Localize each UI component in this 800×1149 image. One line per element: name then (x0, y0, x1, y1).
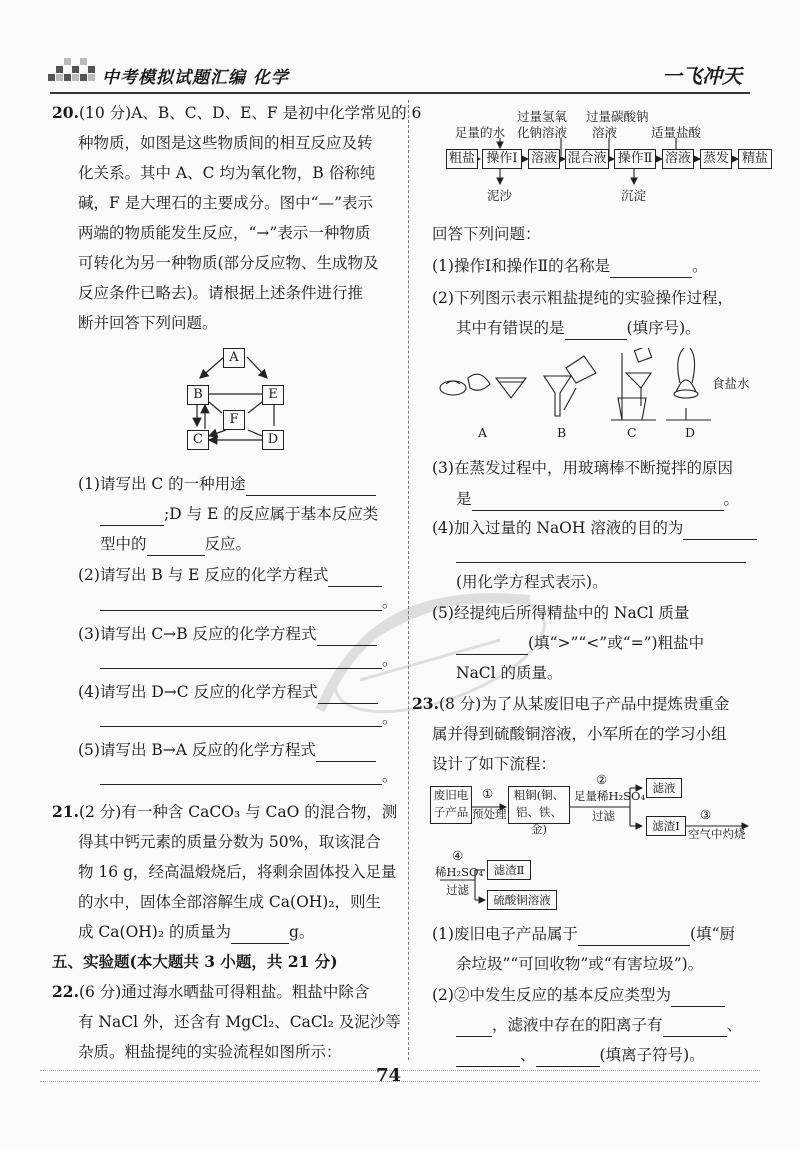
q20-p1-text-2: ;D 与 E 的反应属于基本反应类 (164, 505, 379, 523)
q22-p4-answer-line[interactable] (456, 562, 746, 563)
header-title: 中考模拟试题汇编 化学 (102, 68, 289, 88)
q20-p3-blank[interactable] (317, 627, 377, 646)
flow-label-water: 足量的水 (455, 125, 506, 140)
q23-p2-sep-1: 、 (726, 1016, 743, 1034)
img-label-a: A (478, 425, 488, 440)
flow-label-na2co3-1: 过量碳酸钠 (586, 109, 649, 124)
q23-text-3: 设计了如下流程： (432, 755, 557, 773)
q22-p2-blank[interactable] (565, 321, 627, 340)
flow-box-crude-salt: 粗盐 (446, 149, 478, 169)
q21-text-4: 的水中，固体全部溶解生成 Ca(OH)₂，则生 (78, 893, 382, 911)
q22-line-1 (52, 980, 369, 1004)
q20-stem-7: 反应条件已略去)。请根据上述条件进行推 (78, 284, 364, 302)
q20-p2-end: 。 (382, 593, 398, 611)
q22-p5 (456, 631, 704, 655)
step2-filter: 过滤 (592, 809, 615, 823)
q20-stem-3: 化关系。其中 A、C 均为氧化物，B 俗称纯 (78, 164, 376, 182)
q20-p1-text: (1)请写出 C 的一种用途 (78, 475, 246, 493)
step3-burn: 空气中灼烧 (688, 827, 746, 841)
q21-line-5 (78, 920, 314, 944)
flow-label-na2co3-2: 溶液 (592, 125, 618, 140)
q20-p1-line3 (100, 532, 251, 556)
q22-p3a: (3)在蒸发过程中，用玻璃棒不断搅拌的原因 (432, 459, 733, 477)
q22-p4-blank[interactable] (683, 521, 757, 540)
q23-p2-line3 (456, 1043, 705, 1067)
q20-p2-text: (2)请写出 B 与 E 反应的化学方程式 (78, 566, 329, 584)
q20-number: 20. (52, 103, 79, 122)
q22-p1-blank[interactable] (610, 259, 692, 278)
img-label-c: C (627, 425, 637, 440)
q22-p5-blank[interactable] (456, 636, 528, 655)
flow-box-solution-2: 溶液 (662, 149, 694, 169)
q20-p2 (78, 563, 382, 587)
q22-p2-text: 其中有错误的是 (456, 319, 565, 337)
q21-text-1: (2 分)有一种含 CaCO₃ 与 CaO 的混合物，测 (78, 803, 398, 821)
q22-p1-text: (1)操作Ⅰ和操作Ⅱ的名称是 (432, 257, 611, 275)
flow-box-residue-1: 滤渣Ⅰ (646, 816, 686, 836)
q20-p3-end: 。 (382, 651, 398, 669)
q22-p5a: (5)经提纯后所得精盐中的 NaCl 质量 (432, 604, 690, 622)
q23-p2-blank-type[interactable] (671, 988, 725, 1007)
header-logo-grid-icon (48, 58, 98, 88)
q20-p1 (78, 472, 376, 496)
q22-p4-text: (4)加入过量的 NaOH 溶液的目的为 (432, 519, 684, 537)
q20-p3-text: (3)请写出 C→B 反应的化学方程式 (78, 625, 317, 643)
q23-number: 23. (412, 694, 439, 713)
q22-p3 (456, 487, 739, 511)
q22-text-3: 杂质。粗盐提纯的实验流程如图所示： (78, 1043, 342, 1061)
step4-filter: 过滤 (446, 883, 469, 897)
flow-precipitate: 沉淀 (621, 188, 647, 203)
node-b: B (187, 385, 209, 405)
q23-line-1 (412, 692, 729, 716)
q22-number: 22. (52, 982, 79, 1001)
q22-p4 (432, 516, 757, 540)
node-f: F (223, 410, 245, 430)
flow-label-naoh-1: 过量氢氧 (517, 109, 568, 124)
flow-box-filtrate: 滤液 (646, 778, 682, 798)
q20-stem-1: (10 分)A、B、C、D、E、F 是初中化学常见的 6 (78, 104, 422, 122)
q20-p2-blank[interactable] (328, 568, 382, 587)
q21-text-3: 物 16 g，经高温煅烧后，将剩余固体投入足量 (78, 863, 397, 881)
q22-p1 (432, 254, 708, 278)
q22-p3-text: 是 (456, 490, 472, 508)
flow-box-ewaste (430, 786, 472, 824)
q22-p3-end: 。 (723, 490, 740, 508)
q23-p2-blank-type-cont[interactable] (456, 1018, 492, 1037)
q22-p5-text: (填“>”“<”或“=”)粗盐中 (528, 634, 705, 652)
step4-acid: 稀H₂SO₄ (435, 865, 484, 879)
crude-copper-label-1: 粗铜(铜、 (513, 788, 565, 802)
flow-box-refined-salt: 精盐 (738, 149, 772, 169)
q22-text-2: 有 NaCl 外，还含有 MgCl₂、CaCl₂ 及泥沙等 (78, 1013, 401, 1031)
step4-marker: ④ (452, 848, 464, 863)
flow-box-crude-copper (508, 786, 570, 836)
step1-marker: ① (482, 786, 494, 801)
flow-box-op2: 操作Ⅱ (614, 149, 656, 169)
node-d: D (262, 430, 284, 450)
img-label-d: D (685, 425, 696, 440)
q20-p1-blank-use[interactable] (246, 477, 376, 496)
q20-stem-4: 碱，F 是大理石的主要成分。图中“—”表示 (78, 194, 374, 212)
step2-marker: ② (596, 772, 608, 787)
q22-p2a: (2)下列图示表示粗盐提纯的实验操作过程， (432, 289, 733, 307)
header-rule (50, 92, 750, 94)
brand-logo: 一飞冲天 (662, 64, 742, 88)
step3-marker: ③ (700, 807, 712, 822)
q21-unit: g。 (289, 923, 315, 941)
q23-p1 (432, 922, 735, 946)
q23-text-2: 属并得到硫酸铜溶液，小军所在的学习小组 (432, 725, 727, 743)
q23-p1-text: (1)废旧电子产品属于 (432, 925, 578, 943)
q22-p3-blank[interactable] (472, 492, 724, 511)
flow-box-residue-2: 滤渣Ⅱ (487, 860, 531, 880)
q22-p2 (456, 316, 701, 340)
q20-p1-text-3: 型中的 (100, 535, 147, 553)
page-number: 74 (376, 1065, 402, 1086)
q20-p4-end: 。 (382, 709, 398, 727)
q20-p1-blank-type[interactable] (147, 537, 205, 556)
node-a: A (223, 348, 245, 368)
q20-line-1 (52, 101, 421, 125)
q20-p5-end: 。 (382, 767, 398, 785)
step1-pretreat: 预处理 (472, 807, 507, 821)
q22-lab-operations-image (436, 348, 716, 428)
flow-box-mixture: 混合液 (565, 149, 609, 169)
q20-stem-6: 可转化为另一种物质(部分反应物、生成物及 (78, 254, 379, 272)
q20-p4-answer-line[interactable] (100, 726, 382, 727)
flow-sediment: 泥沙 (487, 188, 513, 203)
q20-stem-8: 断并回答下列问题。 (78, 314, 218, 332)
q20-stem-5: 两端的物质能发生反应，“→”表示一种物质 (78, 224, 371, 242)
q20-p3 (78, 622, 377, 646)
ewaste-label-2: 子产品 (433, 805, 469, 819)
q20-p4-blank[interactable] (318, 685, 378, 704)
q23-p2-blank-ion-2[interactable] (456, 1048, 520, 1067)
q23-p2-sep-2: 、 (520, 1046, 536, 1064)
node-e: E (262, 385, 284, 405)
q23-p1-text-2: (填“厨 (689, 925, 735, 943)
q20-p3-answer-line[interactable] (100, 668, 382, 669)
q22-intro: 回答下列问题： (432, 225, 541, 243)
q20-p5-blank[interactable] (316, 743, 376, 762)
q23-p2 (432, 983, 725, 1007)
step2-acid: 足量稀H₂SO₄ (574, 789, 646, 803)
q20-p5 (78, 738, 376, 762)
q20-p5-text: (5)请写出 B→A 反应的化学方程式 (78, 741, 316, 759)
q23-p2-line2 (456, 1013, 742, 1037)
q21-line-1 (52, 800, 397, 824)
q23-p2-blank-ion-1[interactable] (663, 1018, 727, 1037)
q22-p2-end: (填序号)。 (626, 319, 701, 337)
q20-p1-line2 (100, 502, 378, 526)
q21-text-2: 得其中钙元素的质量分数为 50%，取该混合 (78, 833, 381, 851)
q20-p4 (78, 680, 378, 704)
flow-box-cuso4: 硫酸铜溶液 (487, 890, 557, 910)
q23-p2-text-2: ，滤液中存在的阳离子有 (492, 1016, 663, 1034)
flow-box-evaporate: 蒸发 (700, 149, 732, 169)
q20-p1-blank-cont[interactable] (100, 507, 164, 526)
q21-blank[interactable] (231, 925, 289, 944)
ewaste-label-1: 废旧电 (433, 788, 469, 802)
flow-label-hcl: 适量盐酸 (651, 125, 702, 140)
q20-p1-text-4: 反应。 (204, 535, 252, 553)
q20-p4-text: (4)请写出 D→C 反应的化学方程式 (78, 683, 318, 701)
q22-p4-note: (用化学方程式表示)。 (456, 573, 608, 591)
q22-p5c: NaCl 的质量。 (456, 664, 563, 682)
q21-text-5: 成 Ca(OH)₂ 的质量为 (78, 923, 231, 941)
q23-text-1: (8 分)为了从某废旧电子产品中提炼贵重金 (438, 695, 730, 713)
q21-number: 21. (52, 802, 79, 821)
q20-p2-answer-line[interactable] (100, 610, 382, 611)
q23-p1-blank[interactable] (578, 927, 690, 946)
section-5-heading: 五、实验题(本大题共 3 小题，共 21 分) (52, 952, 338, 971)
saltwater-label: 食盐水 (712, 376, 750, 391)
q22-p1-end: 。 (692, 257, 708, 275)
q20-p5-answer-line[interactable] (100, 784, 382, 785)
crude-copper-label-2: 铝、铁、金) (516, 805, 562, 836)
q23-p2-text-3: (填离子符号)。 (599, 1046, 705, 1064)
q20-stem-2: 种物质，如图是这些物质间的相互反应及转 (78, 134, 373, 152)
flow-box-solution-1: 溶液 (528, 149, 560, 169)
flow-label-naoh-2: 化钠溶液 (517, 125, 568, 140)
flow-box-op1: 操作Ⅰ (482, 149, 522, 169)
q23-p2-text: (2)②中发生反应的基本反应类型为 (432, 986, 671, 1004)
q23-p1c: 余垃圾”“可回收物”或“有害垃圾”)。 (456, 955, 704, 973)
node-c: C (187, 430, 209, 450)
img-label-b: B (557, 425, 567, 440)
q23-p2-blank-ion-3[interactable] (536, 1048, 600, 1067)
q22-text-1: (6 分)通过海水晒盐可得粗盐。粗盐中除含 (78, 983, 370, 1001)
